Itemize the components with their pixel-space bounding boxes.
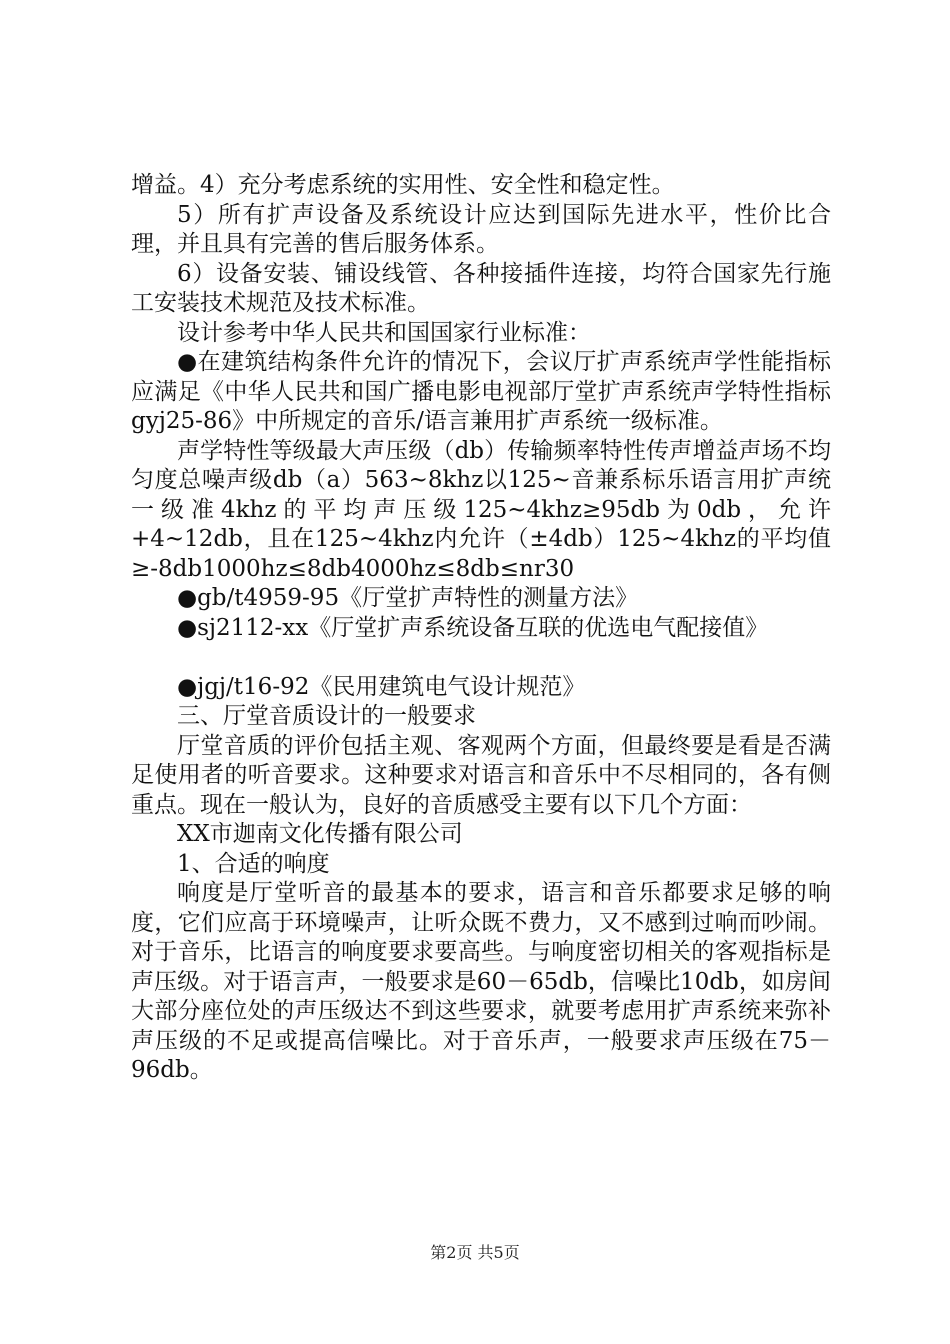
paragraph-loudness: 响度是厅堂听音的最基本的要求，语言和音乐都要求足够的响度，它们应高于环境噪声，让听众既不费力，又不感到过响而吵闹。对于音乐，比语言的响度要求要高些。与响度密切相关的客观指标是声压级。对于语言声，一般要求是60－65db，信噪比10db，如房间大部分座位处的声压级达不到这些要求，就要考虑用扩声系统来弥补声压级的不足或提高信噪比。对于音乐声，一般要求声压级在75－96db。 xyxy=(131,880,831,1083)
page-number: 第2页 共5页 xyxy=(430,1243,520,1262)
subheading-loudness: 1、合适的响度 xyxy=(177,850,330,877)
paragraph-acoustic-specs: 声学特性等级最大声压级（db）传输频率特性传声增益声场不均匀度总噪声级db（a）563~8khz以125~音兼系标乐语言用扩声统一级准4khz的平均声压级125~4khz≥95db为0db，允许+4~12db，且在125~4khz内允许（±4db）125~4khz的平均值≥-8db1000hz≤8db4000hz≤8db≤nr30 xyxy=(131,437,831,582)
paragraph-item-5: 5）所有扩声设备及系统设计应达到国际先进水平，性价比合理，并且具有完善的售后服务体系。 xyxy=(131,201,831,257)
company-name: XX市迦南文化传播有限公司 xyxy=(177,821,463,847)
paragraph-item-6: 6）设备安装、铺设线管、各种接插件连接，均符合国家先行施工安装技术规范及技术标准。 xyxy=(131,260,831,316)
paragraph-standard-gyj: ●在建筑结构条件允许的情况下，会议厅扩声系统声学性能指标应满足《中华人民共和国广播电影电视部厅堂扩声系统声学特性指标gyj25-86》中所规定的音乐/语言兼用扩声系统一级标准。 xyxy=(131,349,831,434)
document-body xyxy=(131,171,831,1086)
blank-line xyxy=(131,643,831,673)
paragraph-standard-jgj: ●jgj/t16-92《民用建筑电气设计规范》 xyxy=(177,673,586,700)
section-heading-3: 三、厅堂音质设计的一般要求 xyxy=(177,703,476,729)
paragraph-standards-intro: 设计参考中华人民共和国国家行业标准： xyxy=(177,319,591,346)
paragraph-gain: 增益。4）充分考虑系统的实用性、安全性和稳定性。 xyxy=(131,172,675,198)
paragraph-standard-gb: ●gb/t4959-95《厅堂扩声特性的测量方法》 xyxy=(177,585,639,611)
paragraph-standard-sj: ●sj2112-xx《厅堂扩声系统设备互联的优选电气配接值》 xyxy=(177,614,769,641)
paragraph-sound-quality: 厅堂音质的评价包括主观、客观两个方面，但最终要是看是否满足使用者的听音要求。这种要求对语言和音乐中不尽相同的，各有侧重点。现在一般认为，良好的音质感受主要有以下几个方面： xyxy=(131,732,831,818)
